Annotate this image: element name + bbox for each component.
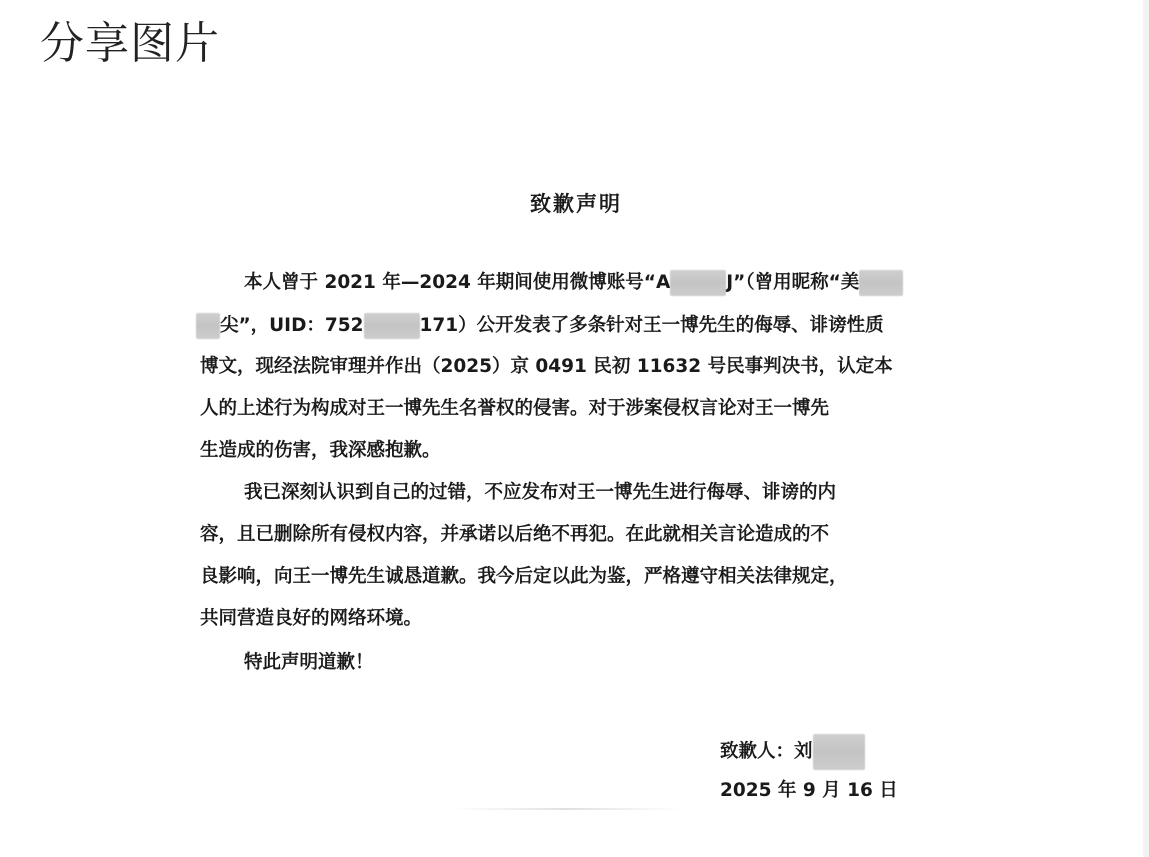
paragraph2-line1: 我已深刻认识到自己的过错，不应发布对王一博先生进行侮辱、诽谤的内 [244, 482, 837, 503]
redacted-nickname [859, 270, 903, 296]
paragraph1-line4: 人的上述行为构成对王一博先生名誉权的侵害。对于涉案侵权言论对王一博先 [200, 398, 830, 419]
paragraph1-line1-a: 本人曾于 2021 年—2024 年期间使用微博账号“A [244, 272, 671, 293]
paragraph1-line2 [196, 313, 884, 339]
share-title: 分享图片 [40, 18, 220, 69]
signing-date: 2025 年 9 月 16 日 [720, 780, 898, 801]
paragraph1-line3: 博文，现经法院审理并作出（2025）京 0491 民初 11632 号民事判决书，认定本 [200, 356, 893, 377]
redacted-nickname-end [196, 313, 220, 339]
signature-line [720, 734, 865, 770]
paragraph2-line4: 共同营造良好的网络环境。 [200, 608, 423, 629]
closing-statement: 特此声明道歉！ [244, 652, 374, 673]
paragraph1-line1 [244, 270, 903, 296]
paragraph1-line2-b: 171）公开发表了多条针对王一博先生的侮辱、诽谤性质 [419, 315, 884, 336]
paragraph1-line5: 生造成的伤害，我深感抱歉。 [200, 440, 441, 461]
paragraph2-line2: 容，且已删除所有侵权内容，并承诺以后绝不再犯。在此就相关言论造成的不 [200, 524, 830, 545]
paragraph2-line3: 良影响，向王一博先生诚恳道歉。我今后定以此为鉴，严格遵守相关法律规定， [200, 566, 848, 587]
signature-label: 致歉人：刘 [720, 741, 813, 762]
paragraph1-line1-b: J”（曾用昵称“美 [726, 272, 860, 293]
document-title: 致歉声明 [530, 192, 622, 216]
redacted-account [670, 270, 726, 296]
scan-artifact-divider [452, 808, 682, 810]
paragraph1-line2-a: 尖”，UID：752 [220, 315, 364, 336]
right-edge [1143, 0, 1149, 857]
redacted-uid [364, 313, 420, 339]
redacted-signature-name [813, 734, 865, 770]
